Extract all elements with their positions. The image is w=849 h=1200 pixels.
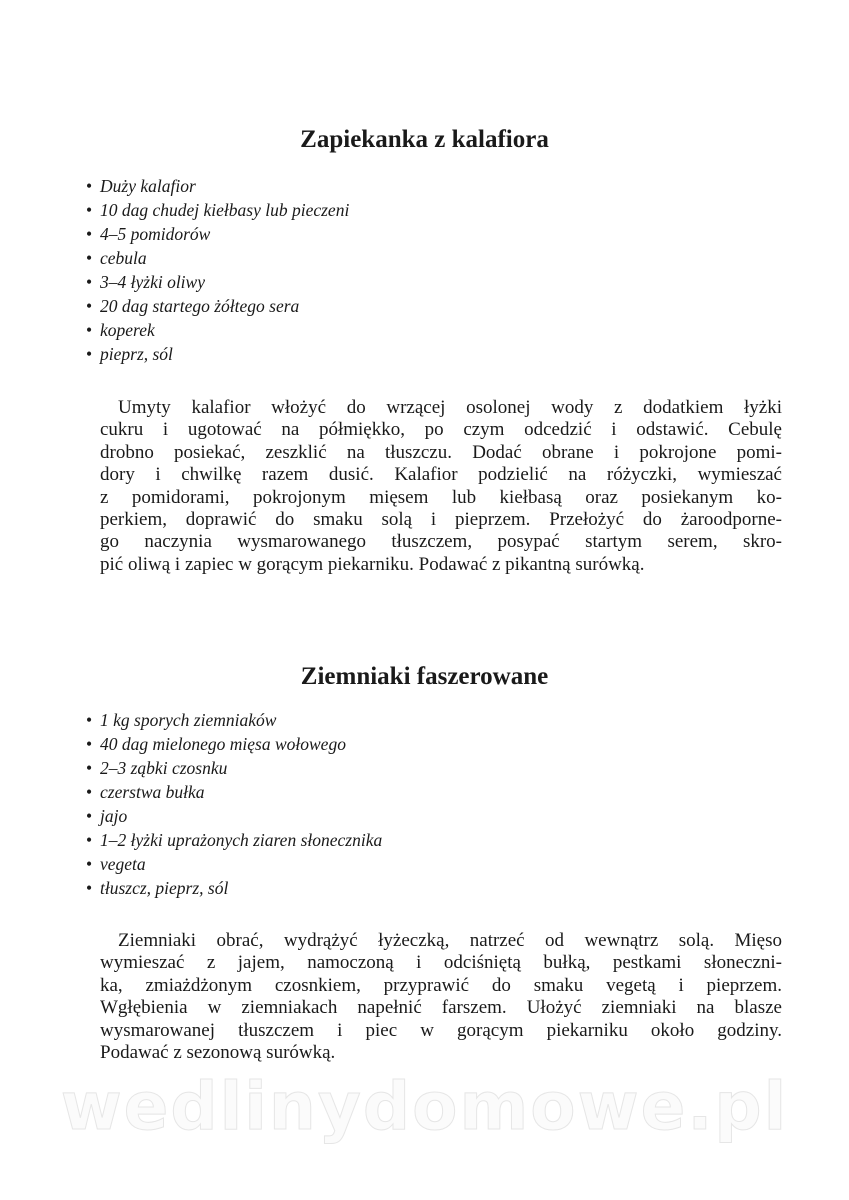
ingredient-item — [86, 246, 349, 270]
bullet-icon: • — [86, 224, 93, 244]
paragraph-line: Wgłębienia w ziemniakach napełnić farszem. Ułożyć ziemniaki na blasze — [100, 997, 782, 1019]
paragraph-line: go naczynia wysmarowanego tłuszczem, posypać startym serem, skro- — [100, 531, 782, 553]
ingredient-item — [86, 342, 349, 366]
bullet-icon: • — [86, 272, 93, 292]
ingredient-text: 1 kg sporych ziemniaków — [100, 710, 277, 730]
ingredient-text: czerstwa bułka — [100, 782, 205, 802]
ingredient-item — [86, 318, 349, 342]
ingredient-item — [86, 876, 382, 900]
paragraph-line: Umyty kalafior włożyć do wrzącej osolonej wody z dodatkiem łyżki — [118, 397, 782, 418]
bullet-icon: • — [86, 734, 93, 754]
ingredient-item — [86, 804, 382, 828]
bullet-icon: • — [86, 344, 93, 364]
ingredient-item — [86, 222, 349, 246]
ingredient-text: Duży kalafior — [100, 176, 196, 196]
ingredient-text: 20 dag startego żółtego sera — [100, 296, 300, 316]
bullet-icon: • — [86, 878, 93, 898]
ingredient-text: tłuszcz, pieprz, sól — [100, 878, 229, 898]
paragraph-line: dory i chwilkę razem dusić. Kalafior podzielić na różyczki, wymieszać — [100, 464, 782, 486]
bullet-icon: • — [86, 320, 93, 340]
instructions-paragraph — [100, 930, 782, 1064]
ingredient-item — [86, 708, 382, 732]
recipe-title: Ziemniaki faszerowane — [300, 663, 549, 690]
bullet-icon: • — [86, 296, 93, 316]
bullet-icon: • — [86, 710, 93, 730]
instructions-paragraph — [100, 397, 782, 576]
paragraph-line: z pomidorami, pokrojonym mięsem lub kiełbasą oraz posiekanym ko- — [100, 486, 782, 508]
paragraph-line: ka, zmiażdżonym czosnkiem, przyprawić do smaku vegetą i pieprzem. — [100, 974, 782, 996]
paragraph-line: Ziemniaki obrać, wydrążyć łyżeczką, natrzeć od wewnątrz solą. Mięso — [118, 930, 782, 951]
ingredient-text: 1–2 łyżki uprażonych ziaren słonecznika — [100, 830, 383, 850]
ingredient-text: 40 dag mielonego mięsa wołowego — [100, 734, 346, 754]
ingredient-text: 4–5 pomidorów — [100, 224, 211, 244]
ingredient-item — [86, 828, 382, 852]
ingredient-text: 2–3 ząbki czosnku — [100, 758, 228, 778]
bullet-icon: • — [86, 806, 93, 826]
paragraph-line: wysmarowanej tłuszczem i piec w gorącym piekarniku około godziny. — [100, 1019, 782, 1041]
ingredient-item — [86, 780, 382, 804]
ingredient-item — [86, 270, 349, 294]
ingredient-list — [86, 174, 349, 366]
ingredient-text: jajo — [100, 806, 128, 826]
watermark: wedlinydomowe.pl — [60, 1068, 789, 1145]
paragraph-line: Podawać z sezonową surówką. — [100, 1041, 336, 1063]
ingredient-text: 3–4 łyżki oliwy — [100, 272, 205, 292]
ingredient-text: koperek — [100, 320, 155, 340]
ingredient-item — [86, 756, 382, 780]
bullet-icon: • — [86, 200, 93, 220]
bullet-icon: • — [86, 830, 93, 850]
ingredient-item — [86, 294, 349, 318]
bullet-icon: • — [86, 782, 93, 802]
ingredient-item — [86, 732, 382, 756]
ingredient-text: vegeta — [100, 854, 146, 874]
paragraph-line: wymieszać z jajem, namoczoną i odciśniętą bułką, pestkami słoneczni- — [100, 952, 782, 974]
paragraph-line: drobno posiekać, zeszklić na tłuszczu. Dodać obrane i pokrojone pomi- — [100, 441, 782, 463]
paragraph-line: pić oliwą i zapiec w gorącym piekarniku. Podawać z pikantną surówką. — [100, 553, 645, 575]
ingredient-list — [86, 708, 382, 900]
bullet-icon: • — [86, 758, 93, 778]
ingredient-text: pieprz, sól — [100, 344, 173, 364]
ingredient-text: 10 dag chudej kiełbasy lub pieczeni — [100, 200, 350, 220]
ingredient-item — [86, 174, 349, 198]
bullet-icon: • — [86, 248, 93, 268]
paragraph-line: cukru i ugotować na półmiękko, po czym odcedzić i odstawić. Cebulę — [100, 419, 782, 441]
paragraph-line: perkiem, doprawić do smaku solą i pieprzem. Przełożyć do żaroodporne- — [100, 508, 782, 530]
ingredient-item — [86, 852, 382, 876]
ingredient-text: cebula — [100, 248, 147, 268]
bullet-icon: • — [86, 854, 93, 874]
recipe-title: Zapiekanka z kalafiora — [300, 126, 549, 153]
ingredient-item — [86, 198, 349, 222]
bullet-icon: • — [86, 176, 93, 196]
